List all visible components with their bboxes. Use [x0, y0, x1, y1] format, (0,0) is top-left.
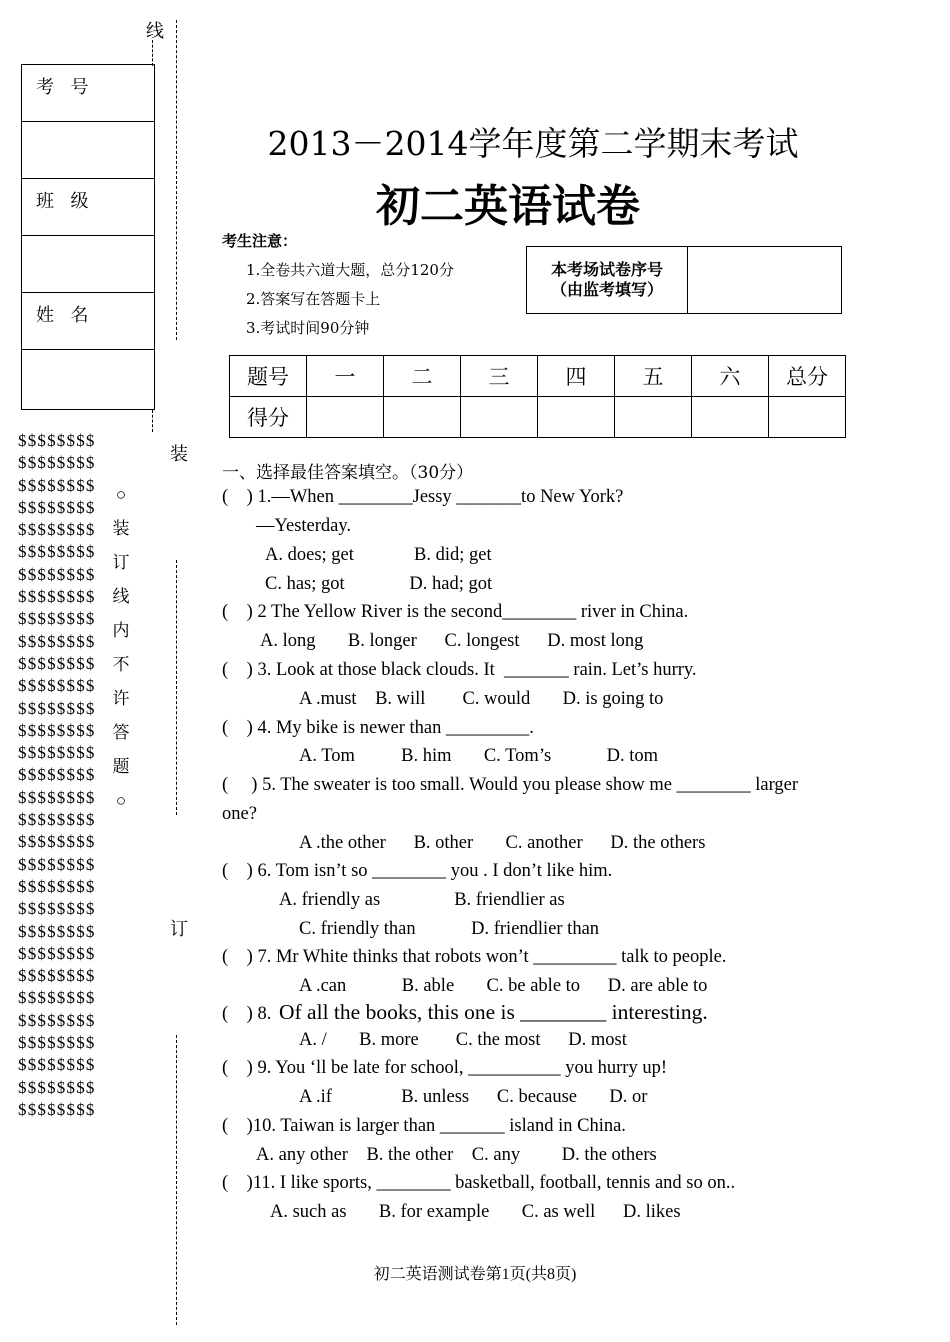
notice-item: 1.全卷共六道大题，总分120分 — [246, 261, 454, 279]
binding-dashed-line — [152, 410, 153, 432]
warning-char: 许 — [112, 689, 130, 708]
section-title: 一、选择最佳答案填空。（30分） — [222, 463, 474, 483]
table-cell: 三 — [461, 356, 538, 397]
binding-warning-vertical — [111, 478, 131, 818]
table-cell: 六 — [692, 356, 769, 397]
score-cell[interactable] — [307, 397, 384, 438]
question-line: ( )10. Taiwan is larger than _______ island in China. — [222, 1116, 626, 1136]
warning-char: 答 — [112, 723, 130, 742]
notice-item: 3.考试时间90分钟 — [246, 319, 370, 337]
question-line: ( )11. I like sports, ________ basketball, football, tennis and so on.. — [222, 1173, 736, 1193]
score-table-header-row — [230, 356, 846, 397]
exam-subtitle: 初二英语试卷 — [376, 181, 640, 232]
score-cell[interactable] — [615, 397, 692, 438]
binding-dashed-line — [176, 560, 177, 815]
question-line: ( ) 9. You ‘ll be late for school, __________ you hurry up! — [222, 1058, 667, 1078]
option-line: C. has; got D. had; got — [265, 574, 493, 594]
question-line: ( ) 7. Mr White thinks that robots won’t _________ talk to people. — [222, 947, 727, 967]
score-cell[interactable] — [769, 397, 846, 438]
option-line: A. / B. more C. the most D. most — [299, 1030, 627, 1050]
question-line: ( ) 6. Tom isn’t so ________ you . I don’t like him. — [222, 861, 613, 881]
warning-char: 题 — [112, 757, 130, 776]
table-cell: 五 — [615, 356, 692, 397]
option-line: A. friendly as B. friendlier as — [279, 890, 565, 910]
binding-char-zhuang: 装 — [170, 444, 188, 464]
option-line: A .if B. unless C. because D. or — [299, 1087, 648, 1107]
option-line: A. does; get B. did; get — [265, 545, 492, 565]
warning-char: ○ — [115, 485, 127, 504]
paper-sequence-box — [526, 246, 842, 314]
table-cell: 题号 — [230, 356, 307, 397]
question-line: —Yesterday. — [256, 516, 352, 536]
table-cell: 得分 — [230, 397, 307, 438]
warning-char: 装 — [112, 519, 130, 538]
warning-char: 线 — [112, 587, 130, 606]
question-line: ( ) 4. My bike is newer than _________. — [222, 718, 534, 738]
option-line: A. Tom B. him C. Tom’s D. tom — [299, 746, 659, 766]
option-line: A .must B. will C. would D. is going to — [299, 689, 664, 709]
score-cell[interactable] — [538, 397, 615, 438]
binding-line-top — [152, 40, 153, 66]
score-cell[interactable] — [692, 397, 769, 438]
sequence-label: 本考场试卷序号 （由监考填写） — [527, 247, 688, 313]
sequence-field[interactable] — [688, 247, 841, 313]
table-cell: 一 — [307, 356, 384, 397]
warning-char: 内 — [112, 621, 130, 640]
exam-number-label: 考 号 — [22, 65, 154, 122]
page-footer: 初二英语测试卷第1页(共8页) — [373, 1266, 577, 1283]
binding-char-ding: 订 — [170, 919, 188, 939]
name-field[interactable] — [22, 350, 154, 407]
binding-char-line: 线 — [146, 21, 164, 41]
question-line: ( ) 1.—When ________Jessy _______to New York? — [222, 487, 624, 507]
warning-char: 订 — [112, 553, 130, 572]
table-cell: 四 — [538, 356, 615, 397]
option-line: A. such as B. for example C. as well D. likes — [270, 1202, 681, 1222]
class-field[interactable] — [22, 236, 154, 293]
score-cell[interactable] — [384, 397, 461, 438]
question-line: ( ) 3. Look at those black clouds. It _______ rain. Let’s hurry. — [222, 660, 697, 680]
warning-char: 不 — [112, 655, 130, 674]
option-line: A. long B. longer C. longest D. most long — [260, 631, 644, 651]
score-table-score-row — [230, 397, 846, 438]
question-line: one? — [222, 804, 257, 824]
notice-item: 2.答案写在答题卡上 — [246, 290, 381, 308]
table-cell: 二 — [384, 356, 461, 397]
question-line: Of all the books, this one is ________ interesting. — [279, 1000, 708, 1024]
dollar-sign-column: $$$$$$$$ $$$$$$$$ $$$$$$$$ $$$$$$$$ $$$$$$$$ $$$$$$$$ $$$$$$$$ $$$$$$$$ $$$$$$$$ $$$$$$$$ $$$$$$$$ $$$$$$$$ $$$$$$$$ $$$$$$$$ $$$$$$$$ $$$$$$$$ $$$$$$$$ $$$$$$$$ $$$$$$$$ $$$$$$$$ $$$$$$$$ $$$$$$$$ $$$$$$$$ $$$$$$$$ $$$$$$$$ $$$$$$$$ $$$$$$$$ $$$$$$$$ $$$$$$$$ $$$$$$$$ $$$$$$$$ — [18, 431, 96, 1119]
score-table — [229, 355, 846, 438]
question-line: ( ) 2 The Yellow River is the second________ river in China. — [222, 602, 689, 622]
table-cell: 总分 — [769, 356, 846, 397]
option-line: A .the other B. other C. another D. the others — [299, 833, 706, 853]
class-label: 班 级 — [22, 179, 154, 236]
option-line: A. any other B. the other C. any D. the others — [256, 1145, 657, 1165]
option-line: C. friendly than D. friendlier than — [299, 919, 600, 939]
question-line: ( ) 5. The sweater is too small. Would you please show me ________ larger — [222, 775, 799, 795]
student-info-box — [21, 64, 155, 410]
exam-title: 2013－2014学年度第二学期末考试 — [267, 124, 799, 163]
name-label: 姓 名 — [22, 293, 154, 350]
option-line: A .can B. able C. be able to D. are able to — [299, 976, 708, 996]
notice-title: 考生注意： — [222, 232, 298, 250]
warning-char: ○ — [115, 791, 127, 810]
question-line: ( ) 8. — [222, 1004, 272, 1024]
score-cell[interactable] — [461, 397, 538, 438]
